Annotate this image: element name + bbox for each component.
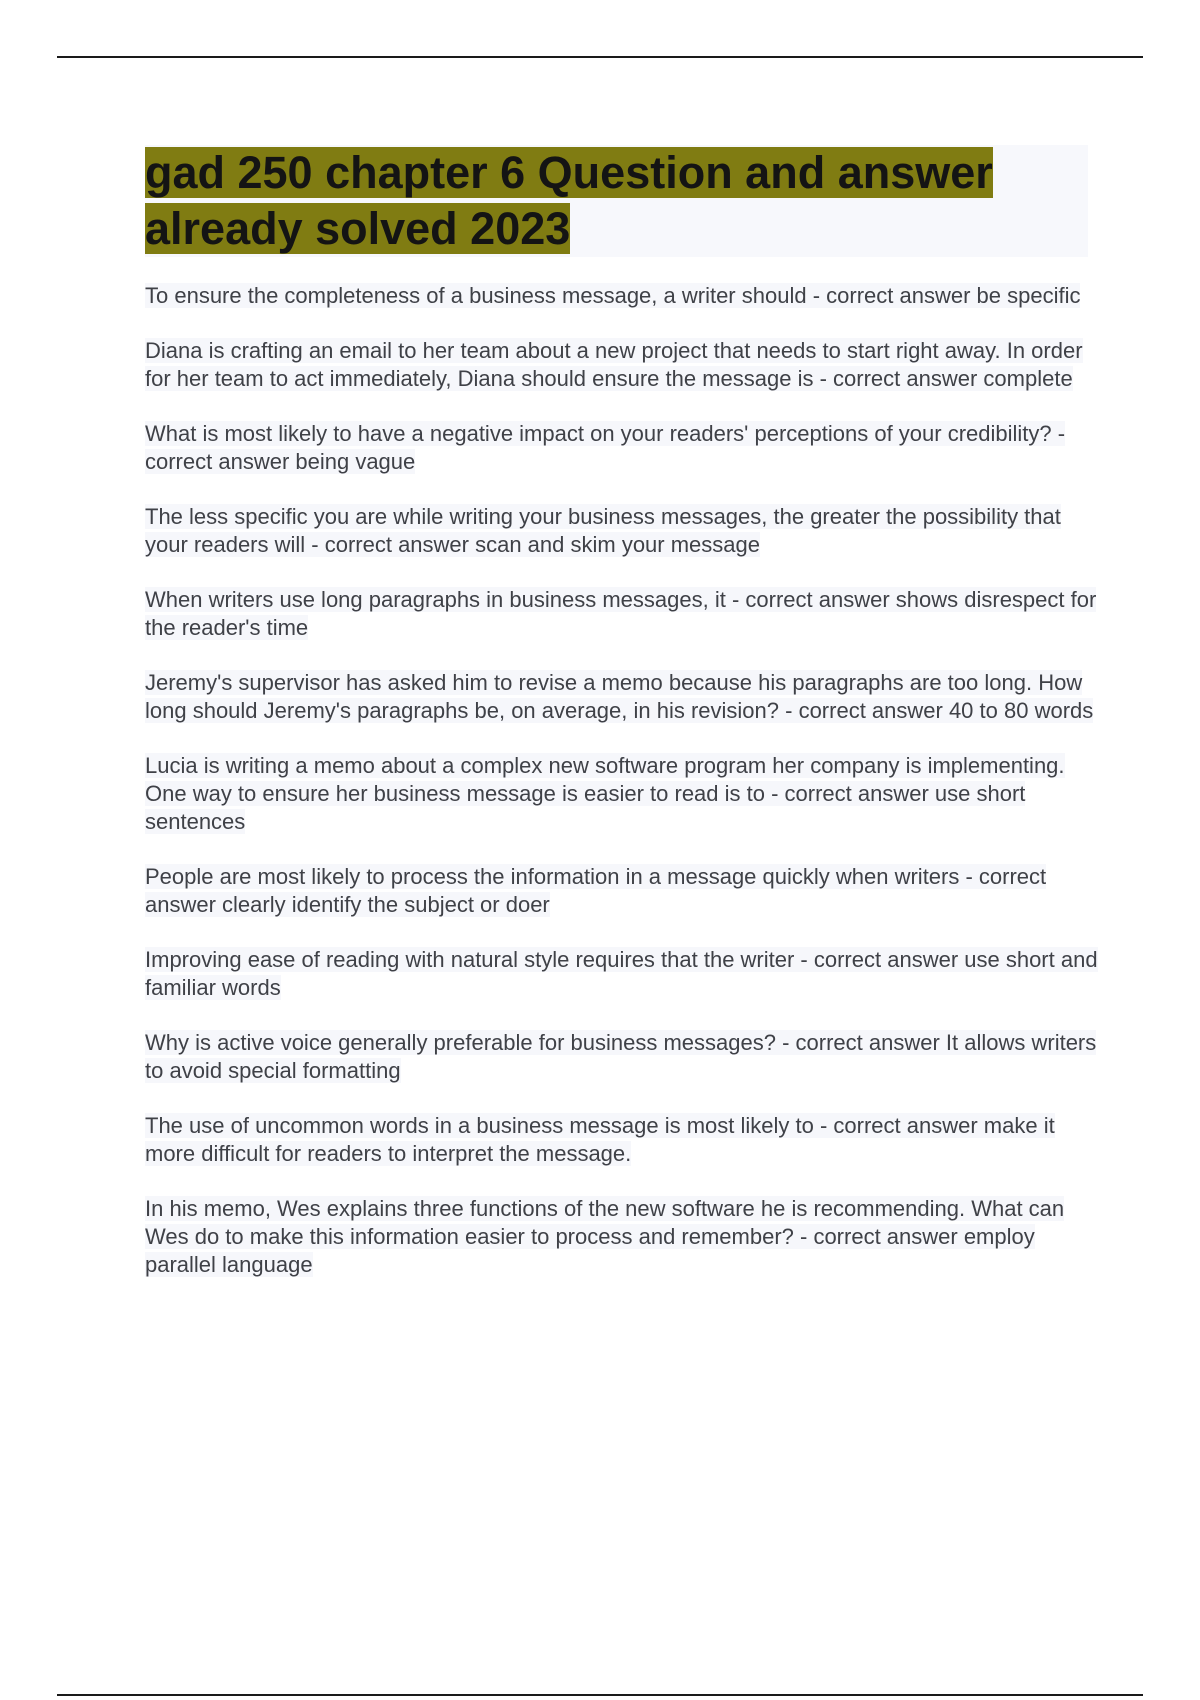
qa-item [145, 1029, 1105, 1085]
qa-text: Diana is crafting an email to her team about a new project that needs to start right away. In order for her team to act immediately, Diana should ensure the message is - correct answer complete [145, 338, 1083, 391]
qa-text: Why is active voice generally preferable for business messages? - correct answer It allows writers to avoid special formatting [145, 1030, 1097, 1083]
qa-text: The use of uncommon words in a business message is most likely to - correct answer make it more difficult for readers to interpret the message. [145, 1113, 1055, 1166]
qa-item [145, 1112, 1105, 1168]
qa-text: Jeremy's supervisor has asked him to revise a memo because his paragraphs are too long. How long should Jeremy's paragraphs be, on average, in his revision? - correct answer 40 to 80 words [145, 670, 1094, 723]
qa-item [145, 282, 1105, 310]
qa-text: Lucia is writing a memo about a complex new software program her company is implementing. One way to ensure her business message is easier to read is to - correct answer use short sentences [145, 753, 1065, 834]
title-block [145, 145, 1088, 257]
footer-rule [57, 1694, 1143, 1696]
qa-text: What is most likely to have a negative impact on your readers' perceptions of your credibility? - correct answer being vague [145, 421, 1066, 474]
qa-text: The less specific you are while writing your business messages, the greater the possibility that your readers will - correct answer scan and skim your message [145, 504, 1061, 557]
qa-item [145, 337, 1105, 393]
document-title: gad 250 chapter 6 Question and answer already solved 2023 [145, 147, 993, 254]
header-rule [57, 56, 1143, 58]
qa-item [145, 863, 1105, 919]
qa-item [145, 420, 1105, 476]
qa-text: Improving ease of reading with natural style requires that the writer - correct answer use short and familiar words [145, 947, 1098, 1000]
qa-item [145, 752, 1105, 836]
qa-text: When writers use long paragraphs in business messages, it - correct answer shows disrespect for the reader's time [145, 587, 1097, 640]
qa-item [145, 586, 1105, 642]
qa-text: People are most likely to process the information in a message quickly when writers - correct answer clearly identify the subject or doer [145, 864, 1047, 917]
qa-item [145, 669, 1105, 725]
qa-text: To ensure the completeness of a business message, a writer should - correct answer be specific [145, 283, 1081, 308]
qa-item [145, 503, 1105, 559]
qa-item [145, 1195, 1105, 1279]
qa-text: In his memo, Wes explains three functions of the new software he is recommending. What can Wes do to make this information easier to process and remember? - correct answer employ parallel language [145, 1196, 1065, 1277]
qa-item [145, 946, 1105, 1002]
qa-list [145, 282, 1105, 1306]
